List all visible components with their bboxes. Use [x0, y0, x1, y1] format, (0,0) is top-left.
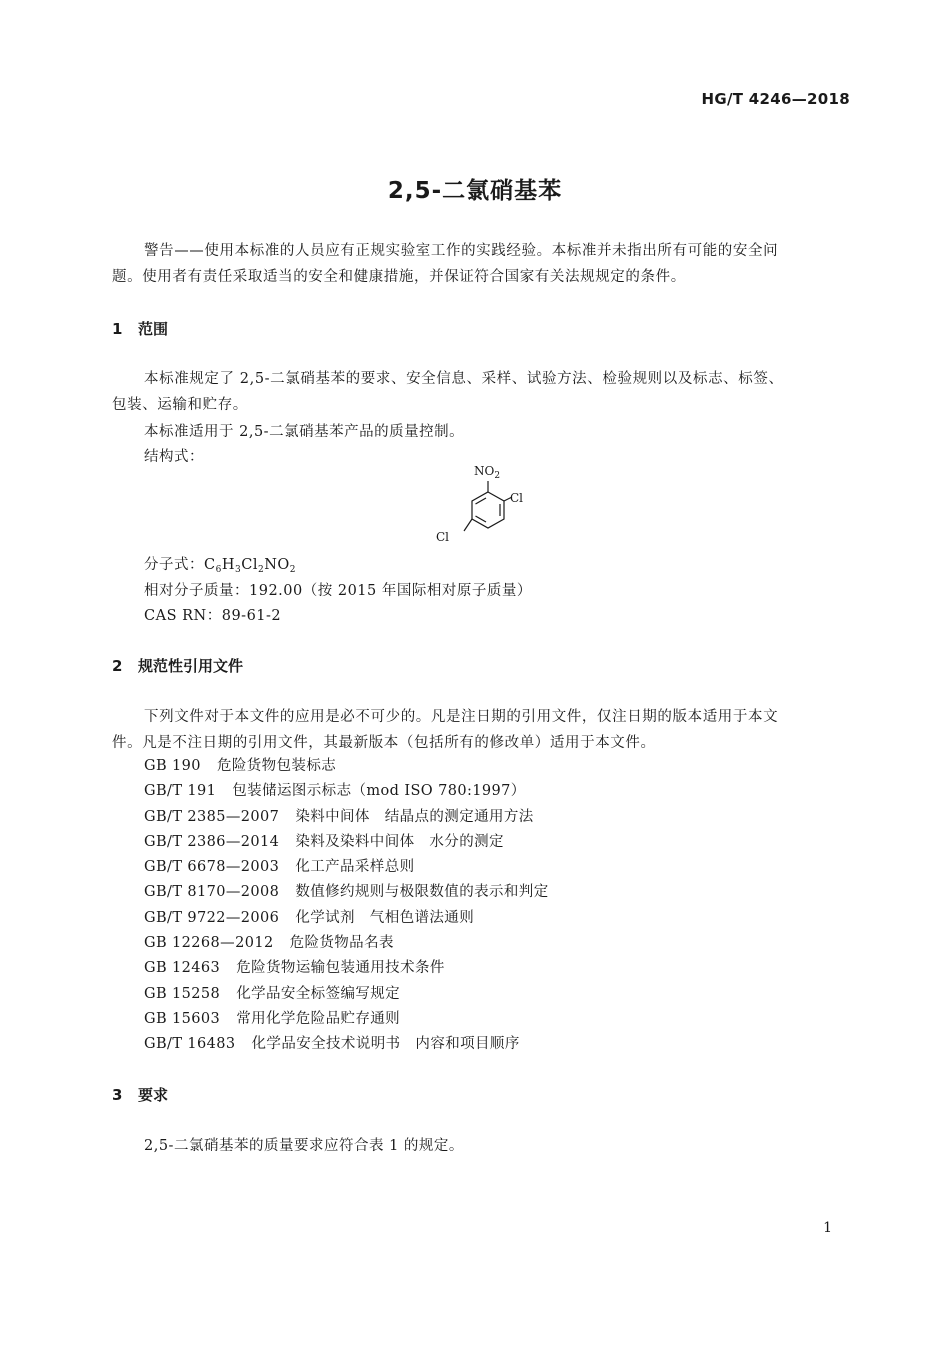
reference-item — [144, 855, 549, 880]
reference-item — [144, 1032, 549, 1057]
reference-code: GB 15258 — [144, 985, 221, 1002]
section-1-title: 范围 — [138, 320, 169, 338]
section-3-number: 3 — [112, 1086, 123, 1104]
reference-code: GB/T 6678—2003 — [144, 859, 280, 876]
reference-title: 化学试剂 气相色谱法通则 — [295, 909, 475, 926]
references-intro — [112, 704, 850, 756]
reference-title: 数值修约规则与极限数值的表示和判定 — [295, 884, 549, 901]
reference-item — [144, 805, 549, 830]
reference-title: 化学品安全技术说明书 内容和项目顺序 — [251, 1036, 520, 1053]
scope-paragraph — [112, 366, 850, 418]
reference-item — [144, 982, 549, 1007]
reference-title: 危险货物包装标志 — [216, 758, 337, 774]
reference-item — [144, 1007, 549, 1032]
reference-title: 染料及染料中间体 水分的测定 — [295, 833, 504, 850]
section-3-heading — [112, 1084, 168, 1105]
reference-item — [144, 956, 549, 981]
reference-code: GB/T 8170—2008 — [144, 884, 280, 901]
scope-line-1: 本标准规定了 2,5-二氯硝基苯的要求、安全信息、采样、试验方法、检验规则以及标志、标签、 — [144, 371, 784, 387]
reference-item — [144, 779, 549, 804]
structure-label: 结构式： — [144, 449, 204, 465]
reference-code: GB/T 9722—2006 — [144, 909, 280, 926]
reference-code: GB 190 — [144, 758, 201, 774]
reference-code: GB/T 191 — [144, 783, 217, 800]
reference-code: GB 12463 — [144, 960, 221, 977]
reference-item — [144, 906, 549, 931]
reference-code: GB/T 2385—2007 — [144, 808, 280, 825]
reference-title: 包装储运图示标志（mod ISO 780:1997） — [232, 783, 526, 800]
scope-line-2: 包装、运输和贮存。 — [112, 397, 248, 413]
reference-title: 危险货物品名表 — [289, 935, 394, 952]
applicability-text: 本标准适用于 2,5-二氯硝基苯产品的质量控制。 — [144, 424, 465, 440]
warning-paragraph — [112, 238, 850, 290]
reference-item — [144, 931, 549, 956]
standard-number: HG/T 4246—2018 — [701, 90, 850, 108]
reference-title: 危险货物运输包装通用技术条件 — [236, 960, 445, 977]
chloro-bottom-label: Cl — [436, 530, 450, 544]
reference-code: GB/T 16483 — [144, 1036, 236, 1053]
reference-item — [144, 754, 549, 779]
cas-number: CAS RN：89-61-2 — [144, 608, 282, 624]
document-title: 2,5-二氯硝基苯 — [387, 178, 563, 204]
section-1-heading — [112, 318, 168, 339]
warning-line-2: 题。使用者有责任采取适当的安全和健康措施，并保证符合国家有关法规规定的条件。 — [112, 269, 686, 285]
reference-title: 化工产品采样总则 — [295, 859, 415, 876]
nitro-group-label: $NO_2$ — [474, 464, 501, 481]
molecular-formula: 分子式：$C_6H_3Cl_2NO_2$ — [144, 557, 297, 575]
reference-item — [144, 880, 549, 905]
section-1-number: 1 — [112, 320, 123, 338]
section-2-heading — [112, 655, 243, 676]
references-intro-line-1: 下列文件对于本文件的应用是必不可少的。凡是注日期的引用文件，仅注日期的版本适用于本文 — [144, 709, 779, 725]
requirements-text: 2,5-二氯硝基苯的质量要求应符合表 1 的规定。 — [144, 1138, 464, 1154]
reference-code: GB 12268—2012 — [144, 935, 274, 952]
formula-label: 分子式： — [144, 557, 204, 573]
warning-line-1: 警告——使用本标准的人员应有正规实验室工作的实践经验。本标准并未指出所有可能的安全问 — [144, 243, 779, 259]
reference-code: GB 15603 — [144, 1010, 221, 1027]
reference-title: 常用化学危险品贮存通则 — [236, 1010, 401, 1027]
molar-mass: 相对分子质量：192.00（按 2015 年国际相对原子质量） — [144, 583, 532, 599]
page-number: 1 — [823, 1220, 832, 1236]
chloro-right-label: Cl — [510, 491, 524, 505]
reference-item — [144, 830, 549, 855]
reference-title: 染料中间体 结晶点的测定通用方法 — [295, 808, 534, 825]
reference-list — [144, 754, 549, 1058]
references-intro-line-2: 件。凡是不注日期的引用文件，其最新版本（包括所有的修改单）适用于本文件。 — [112, 735, 656, 751]
section-2-title: 规范性引用文件 — [138, 657, 244, 675]
structural-formula — [420, 464, 540, 550]
section-2-number: 2 — [112, 657, 123, 675]
reference-title: 化学品安全标签编写规定 — [236, 985, 401, 1002]
reference-code: GB/T 2386—2014 — [144, 833, 280, 850]
section-3-title: 要求 — [138, 1086, 169, 1104]
